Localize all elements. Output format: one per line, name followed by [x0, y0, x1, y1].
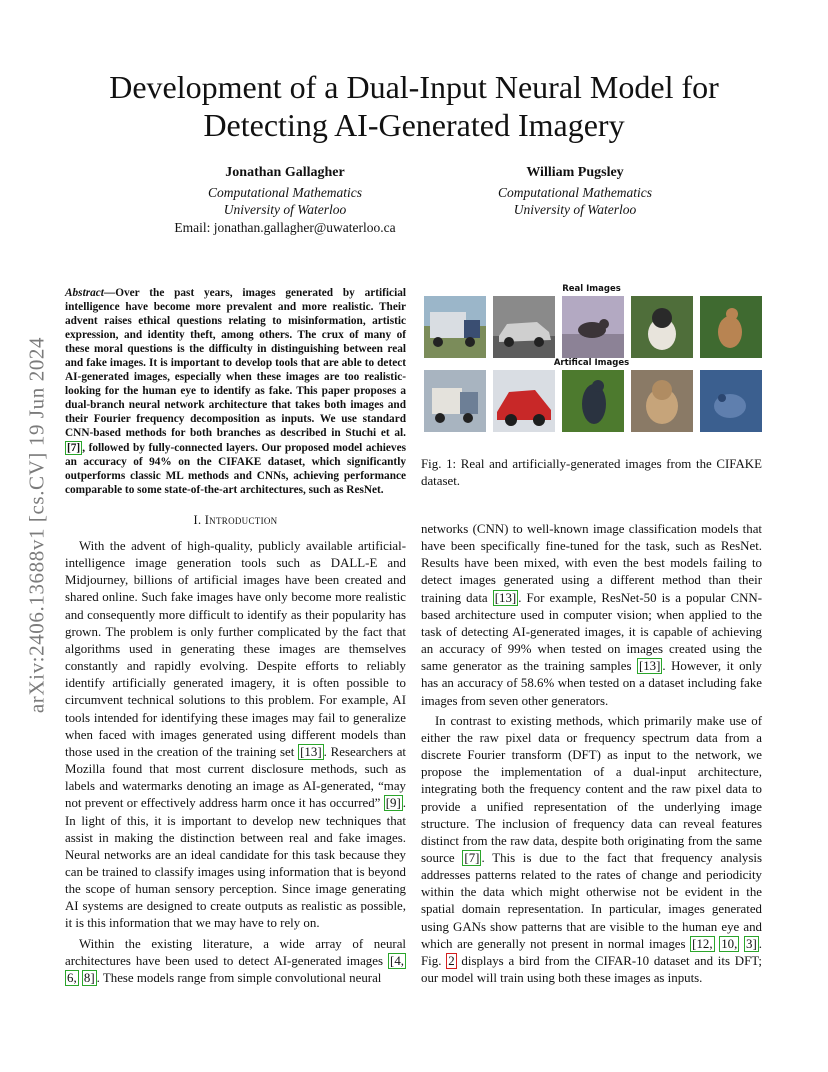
- real-deer-image: [700, 296, 762, 358]
- body-text: In contrast to existing methods, which primarily make use of either the raw pixel data or frequency spectrum data from a discrete Fourier transform (DFT) as input to the network, we propose the implementation of a dual-input architecture, integrating both the frequency content and the raw pixel data to provide a unified representation of the underlying image structure. The inclusion of frequency data can reveal features distinct from the raw data, despite both originating from the same source: [421, 713, 762, 865]
- figure-caption: Fig. 1: Real and artificially-generated images from the CIFAKE dataset.: [421, 457, 762, 488]
- citation-link[interactable]: [7]: [67, 441, 81, 454]
- abstract-text: , followed by fully-connected layers. Our proposed model achieves an accuracy of 94% on the CIFAKE dataset, which significantly outperforms classic ML methods and CNNs, achieving performance comparable to some state-of-the-art architectures, such as ResNet.: [65, 441, 406, 496]
- body-text: . For example, ResNet-50 is a popular CNN-based architecture used in computer vision; when applied to the task of detecting AI-generated images, it is capable of achieving an accuracy of 99% when tested on images created using the same generator as the training samples: [421, 590, 762, 674]
- artificial-images-label: Artifical Images: [553, 358, 630, 368]
- author-name: William Pugsley: [526, 165, 624, 180]
- citation-link[interactable]: [7]: [464, 850, 480, 865]
- author-block-2: [460, 164, 690, 219]
- citation-link[interactable]: [13]: [300, 744, 322, 759]
- citation-link[interactable]: 3]: [746, 936, 757, 951]
- body-text: networks (CNN) to well-known image classification models that have been specifically fine-tuned for the task, such as ResNet. Results have been mixed, with even the best models failing to detect images generated using a different method than their training data: [421, 522, 762, 605]
- figure-1: [421, 284, 762, 444]
- author-org: University of Waterloo: [513, 202, 637, 217]
- abstract-text: —Over the past years, images generated by artificial intelligence have become more prevalent and more realistic. Their advent raises ethical questions relating to misinformation, artistic expression, and identity theft, among others. The crux of many of these moral questions is the difficulty in distinguishing between real and fake images. It is important to develop tools that are able to detect AI-generated images, especially when these images are too realistic-looking for the human eye to identify as fake. This paper proposes a dual-branch neural network architecture that takes both images and their Fourier frequency decomposition as inputs. We use standard CNN-based methods for both branches as described in Stuchi et al.: [65, 287, 406, 440]
- real-images-label: Real Images: [562, 284, 621, 294]
- abstract: [65, 286, 406, 497]
- intro-paragraph-2-continued: [421, 521, 762, 710]
- arxiv-id: arXiv:2406.13688v1 [cs.CV] 19 Jun 2024: [24, 336, 49, 714]
- citation-link[interactable]: [4,: [390, 953, 404, 968]
- left-column: [65, 538, 406, 987]
- body-text: displays a bird from the CIFAR-10 dataset and its DFT; our model will train using both these images as inputs.: [421, 953, 762, 986]
- body-text: . Researchers at Mozilla found that most current disclosure methods, such as labels and watermarks denoting an image as AI-generated, “may not prevent or effectively address harm once it has occurred”: [65, 744, 406, 811]
- citation-link[interactable]: [9]: [385, 796, 401, 811]
- intro-paragraph-2: [65, 936, 406, 987]
- real-car-image: [493, 296, 555, 358]
- section-heading: [65, 513, 406, 528]
- figure-link[interactable]: 2: [448, 953, 455, 968]
- citation-link[interactable]: [13]: [638, 659, 661, 674]
- body-text: With the advent of high-quality, publicly available artificial-intelligence image generation tools such as DALL-E and Midjourney, billions of artificial images have been created and shared online. Such fake images have only become more realistic and consequently more difficult to identify as their popularity has grown. The problem is only further complicated by the fact that algorithms used in generating these images are themselves constantly and rapidly evolving. Despite efforts to reliably identify artificially generated imagery, it is often possible to circumvent technical solutions to this problem. For example, AI tools intended for identifying these images may fail to generalize when faced with images generated using different models than those used in the creation of the training set: [65, 539, 406, 759]
- fake-cat-image: [631, 370, 693, 432]
- right-column: [421, 521, 762, 987]
- fake-bird-image: [562, 370, 624, 432]
- body-text: . In light of this, it is important to develop new techniques that assist in making the distinction between real and fake images. Neural networks are an ideal candidate for this task because they can be trained to classify images using information that is beyond the scope of human sensory perception. Since image generating AI systems are designed to create outputs as realistic as possible, it is this information that we may have to rely on.: [65, 796, 406, 931]
- section-number: I.: [193, 513, 202, 527]
- fake-car-image: [493, 370, 555, 432]
- citation-link[interactable]: [12,: [692, 936, 713, 951]
- citation-link[interactable]: 8]: [83, 970, 95, 985]
- intro-paragraph-1: [65, 538, 406, 933]
- author-name: Jonathan Gallagher: [225, 165, 345, 180]
- author-block-1: [150, 164, 420, 236]
- body-text: Within the existing literature, a wide array of neural architectures have been used to detect AI-generated images: [65, 936, 406, 968]
- body-text: . Fig.: [421, 936, 762, 968]
- author-dept: Computational Mathematics: [207, 184, 363, 200]
- section-title: Introduction: [204, 513, 278, 527]
- author-org: University of Waterloo: [223, 202, 347, 217]
- fake-truck-image: [424, 370, 486, 432]
- arxiv-stamp: [22, 290, 52, 760]
- body-text: . These models range from simple convolutional neural: [96, 970, 382, 985]
- real-truck-image: [424, 296, 486, 358]
- citation-link[interactable]: 10,: [721, 936, 738, 951]
- real-bird-image: [562, 296, 624, 358]
- body-text: . However, it only has an accuracy of 58.6% when tested on a dataset including fake images from seven other generators.: [421, 659, 763, 708]
- real-cat-image: [631, 296, 693, 358]
- author-email: Email: jonathan.gallagher@uwaterloo.ca: [174, 219, 396, 235]
- abstract-label: Abstract: [65, 287, 104, 299]
- intro-paragraph-3: [421, 713, 762, 988]
- body-text: . This is due to the fact that frequency analysis addresses patterns related to the rates of change and periodicity within the data which might otherwise not be evident in the spatial domain representation. In particular, images generated using GANs show patterns that are visible to the human eye and which are generally not present in normal images: [421, 850, 762, 951]
- author-dept: Computational Mathematics: [497, 184, 653, 200]
- fake-frog-image: [700, 370, 762, 432]
- citation-link[interactable]: [13]: [494, 590, 517, 605]
- paper-title: Development of a Dual-Input Neural Model for Detecting AI-Generated Imagery: [109, 69, 719, 143]
- citation-link[interactable]: 6,: [67, 970, 77, 985]
